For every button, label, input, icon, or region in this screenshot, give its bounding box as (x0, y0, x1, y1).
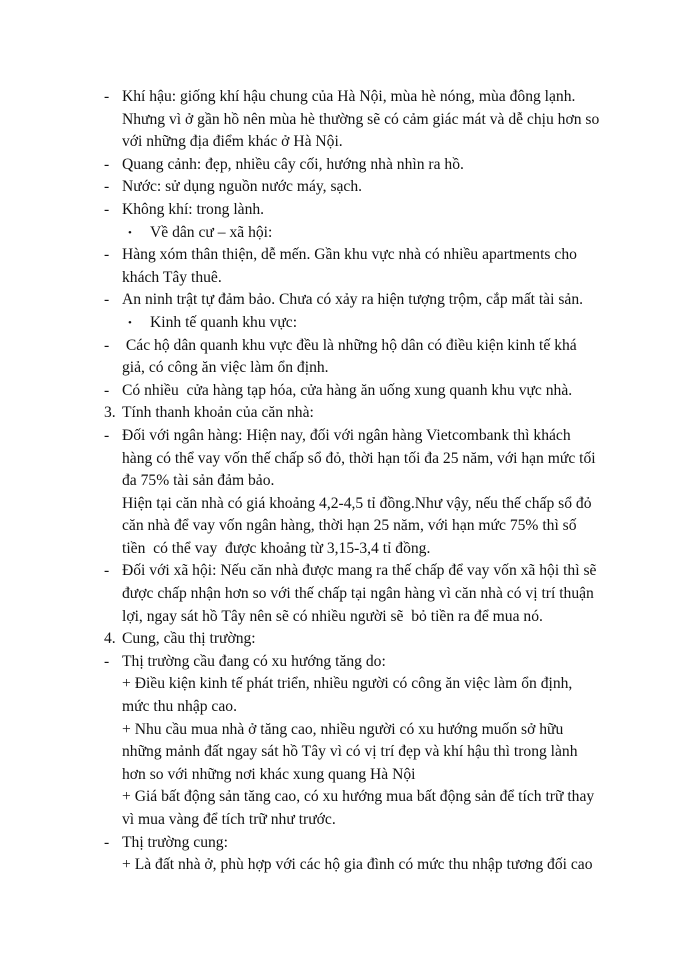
numbered-heading (0, 628, 700, 651)
section-heading (0, 312, 700, 335)
text-line: Cung, cầu thị trường: (122, 630, 256, 648)
text-line: Nước: sử dụng nguồn nước máy, sạch. (122, 178, 363, 196)
text-line: vì mua vàng để tích trữ như trước. (122, 811, 336, 828)
dash-marker: - (104, 652, 110, 670)
list-item (0, 832, 700, 877)
dash-marker: - (104, 200, 110, 218)
list-item (0, 560, 700, 628)
list-item (0, 154, 700, 177)
text-line: Hàng xóm thân thiện, dễ mến. Gần khu vực nhà có nhiều apartments cho (122, 246, 577, 264)
document-body (0, 86, 700, 877)
text-line: Về dân cư – xã hội: (150, 223, 273, 241)
text-line: Khí hậu: giống khí hậu chung của Hà Nội, mùa hè nóng, mùa đông lạnh. (122, 88, 576, 105)
text-line: mức thu nhập cao. (122, 698, 237, 716)
text-line: đa 75% tài sản đảm bảo. (122, 472, 275, 490)
text-line: được chấp nhận hơn so với thế chấp tại ngân hàng vì căn nhà có vị trí thuận (122, 585, 594, 603)
list-item (0, 335, 700, 380)
list-item (0, 199, 700, 222)
text-line: lợi, ngay sát hồ Tây nên sẽ có nhiều người sẽ bỏ tiền ra để mua nó. (122, 607, 543, 625)
text-line: Thị trường cung: (122, 833, 228, 851)
dash-marker: - (104, 178, 110, 196)
text-line: những mảnh đất ngay sát hồ Tây vì có vị trí đẹp và khí hậu thì trong lành (122, 743, 578, 761)
dash-marker: - (104, 291, 110, 309)
dash-marker: - (104, 381, 110, 399)
dash-marker: - (104, 336, 110, 354)
text-line: Không khí: trong lành. (122, 200, 265, 218)
bullet-marker: • (128, 316, 132, 329)
text-line: Đối với ngân hàng: Hiện nay, đối với ngân hàng Vietcombank thì khách (122, 426, 571, 444)
text-line: + Nhu cầu mua nhà ở tăng cao, nhiều người có xu hướng muốn sở hữu (122, 720, 564, 738)
text-line: Hiện tại căn nhà có giá khoảng 4,2-4,5 tỉ đồng.Như vậy, nếu thế chấp sổ đỏ (122, 494, 592, 512)
text-line: tiền có thể vay được khoảng từ 3,15-3,4 tỉ đồng. (122, 539, 431, 557)
list-item (0, 425, 700, 561)
number-marker: 4. (104, 630, 116, 648)
dash-marker: - (104, 88, 110, 105)
text-line: căn nhà để vay vốn ngân hàng, thời hạn 25 năm, với hạn mức 75% thì số (122, 517, 577, 535)
list-item (0, 651, 700, 832)
dash-marker: - (104, 833, 110, 851)
bullet-marker: • (128, 226, 132, 239)
text-line: Quang cảnh: đẹp, nhiều cây cối, hướng nhà nhìn ra hồ. (122, 155, 464, 173)
list-item (0, 380, 700, 403)
list-item (0, 86, 700, 154)
text-line: hàng có thể vay vốn thế chấp sổ đỏ, thời hạn tối đa 25 năm, với hạn mức tối (122, 449, 596, 467)
dash-marker: - (104, 562, 110, 580)
dash-marker: - (104, 426, 110, 444)
text-line: + Điều kiện kinh tế phát triển, nhiều người có công ăn việc làm ổn định, (122, 675, 573, 693)
section-heading (0, 222, 700, 245)
list-item (0, 176, 700, 199)
dash-marker: - (104, 155, 110, 173)
text-line: An ninh trật tự đảm bảo. Chưa có xảy ra hiện tượng trộm, cắp mất tài sản. (122, 291, 584, 309)
text-line: Có nhiều cửa hàng tạp hóa, cửa hàng ăn uống xung quanh khu vực nhà. (122, 381, 573, 399)
text-line: hơn so với những nơi khác xung quang Hà Nội (122, 765, 416, 783)
text-line: Đối với xã hội: Nếu căn nhà được mang ra thế chấp để vay vốn xã hội thì sẽ (122, 562, 597, 580)
text-line: Thị trường cầu đang có xu hướng tăng do: (122, 652, 386, 670)
numbered-heading (0, 402, 700, 425)
text-line: Tính thanh khoản của căn nhà: (122, 404, 314, 422)
text-line: Nhưng vì ở gần hồ nên mùa hè thường sẽ có cảm giác mát và dễ chịu hơn so (122, 110, 600, 128)
text-line: với những địa điểm khác ở Hà Nội. (122, 133, 343, 151)
list-item (0, 289, 700, 312)
text-line: giả, có công ăn việc làm ổn định. (122, 359, 329, 377)
text-line: Các hộ dân quanh khu vực đều là những hộ dân có điều kiện kinh tế khá (122, 336, 577, 354)
number-marker: 3. (104, 404, 116, 422)
text-line: khách Tây thuê. (122, 268, 222, 286)
text-line: Kinh tế quanh khu vực: (150, 313, 298, 331)
text-line: + Là đất nhà ở, phù hợp với các hộ gia đình có mức thu nhập tương đối cao (122, 856, 593, 874)
list-item (0, 244, 700, 289)
text-line: + Giá bất động sản tăng cao, có xu hướng mua bất động sản để tích trữ thay (122, 788, 595, 806)
dash-marker: - (104, 246, 110, 264)
